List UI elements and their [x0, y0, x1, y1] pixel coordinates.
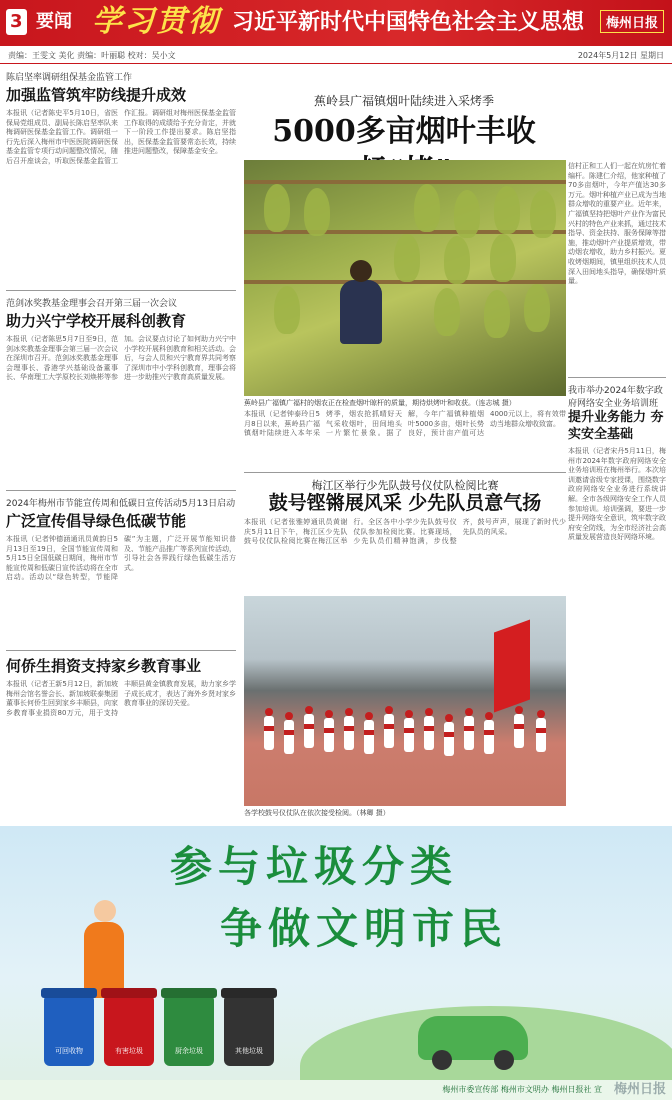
left-column	[6, 68, 236, 750]
ad-sponsors: 梅州市委宣传部 梅州市文明办 梅州日报社 宣	[0, 1080, 672, 1100]
article-kicker: 陈启坚率调研组保基金监管工作	[6, 73, 133, 83]
pioneer-figure	[324, 718, 334, 752]
pioneer-figure	[384, 714, 394, 748]
main-headline: 5000多亩烟叶丰收	[272, 114, 536, 149]
column-name: 学习贯彻	[92, 4, 220, 39]
pioneer-figure	[344, 716, 354, 750]
newspaper-logo: 梅州日报	[600, 10, 664, 33]
sub-headline: 鼓号铿锵展风采 少先队员意气扬	[268, 492, 542, 514]
tobacco-leaf	[484, 290, 510, 338]
pioneer-figure	[536, 718, 546, 752]
tobacco-leaf	[494, 186, 520, 234]
section-name: 要闻	[36, 11, 72, 32]
article-body: 本报讯（记者张雅婷通讯员黄谢庆5月11日下午，梅江区少先队鼓号仪仗队检阅比赛在梅江区举行。全区各中小学少先队鼓号仪仗队参加检阅比赛。比赛现场，少先队员们精神饱满，步伐整齐，鼓号声声，展现了新时代少先队员的风采。	[244, 518, 566, 546]
green-car	[418, 1016, 528, 1060]
main-kicker: 蕉岭县广福镇烟叶陆续进入采烤季	[313, 94, 494, 108]
pioneer-figure	[364, 720, 374, 754]
article-title: 提升业务能力 夯实安全基础	[568, 410, 664, 442]
article-title: 何侨生捐资支持家乡教育事业	[6, 657, 202, 675]
hazardous-bin: 有害垃圾	[104, 996, 154, 1066]
article-body: 本报讯（记者钟泰玲日5月8日以来，蕉岭县广福镇烟叶陆续进入本年采烤季，烟农抢抓晴好天气采收烟叶，田间地头一片繁忙景象。据了解，今年广福镇种植烟叶5000多亩，烟叶长势良好，预计亩产值可达4000元以上，将有效带动当地群众增收致富。	[244, 410, 566, 438]
sanitation-worker	[84, 922, 124, 998]
drying-rack	[244, 180, 566, 184]
pioneer-figure	[284, 720, 294, 754]
tobacco-leaf	[444, 236, 470, 284]
article-title: 广泛宣传倡导绿色低碳节能	[6, 512, 187, 530]
issue-date: 2024年5月12日 星期日	[577, 51, 664, 60]
right-column	[568, 162, 666, 837]
tobacco-leaf	[304, 188, 330, 236]
article-kicker: 我市举办2024年数字政府网络安全业务培训班	[568, 386, 663, 409]
kitchen-waste-bin: 厨余垃圾	[164, 996, 214, 1066]
article-body: 本报讯（记者王新5月12日，新加坡梅州会馆名誉会长、新加坡联泰集团董事长何侨生回到家乡丰顺县，向家乡教育事业捐资80万元，用于支持丰顺县黄金镇教育发展，助力家乡学子成长成才，表达了海外乡贤对家乡教育事业的深切关爱。	[6, 680, 236, 717]
sub-body	[244, 518, 566, 592]
editors-line: 责编：王雯文 美化 责编：叶丽聪 校对：吴小文	[8, 51, 176, 60]
article-kicker: 2024年梅州市节能宣传周和低碳日宣传活动5月13日启动	[6, 499, 236, 509]
drum-band-photo	[244, 596, 566, 806]
ad-slogan-line1: 参与垃圾分类	[170, 842, 459, 891]
pioneer-figure	[464, 716, 474, 750]
page-number: 3	[6, 9, 27, 35]
pioneer-figure	[404, 718, 414, 752]
tobacco-leaf	[490, 234, 516, 282]
main-body	[244, 410, 566, 468]
farmer-figure	[340, 280, 382, 344]
edition-info	[0, 48, 672, 64]
ad-slogan-line2: 争做文明市民	[220, 904, 509, 953]
tobacco-leaf	[454, 190, 480, 238]
sub-kicker: 梅江区举行少先队鼓号仪仗队检阅比赛	[244, 472, 566, 493]
tobacco-photo	[244, 160, 566, 396]
watermark-logo: 梅州日报	[613, 1082, 666, 1097]
pioneer-figure	[514, 714, 524, 748]
pioneer-figure	[444, 722, 454, 756]
column-title: 习近平新时代中国特色社会主义思想	[232, 10, 585, 35]
photo-caption: 蕉岭县广福镇广福村的烟农正在检查烟叶晾杆的质量，期待烘烤叶和收获。（连志城 摄）	[244, 399, 516, 407]
red-flag	[494, 619, 530, 712]
masthead	[0, 0, 672, 46]
article-body: 本报讯（记者宋丹5月11日，梅州市2024年数字政府网络安全业务培训班在梅州举行。本次培训邀请省级专家授课，围绕数字政府网络安全业务进行系统讲解。全市各级网络安全工作人员参加培训。培训强调，要进一步提升网络安全意识，筑牢数字政府安全防线，为全市经济社会高质量发展营造良好网络环境。	[568, 447, 666, 542]
article-body: 本报讯（记者陈思5月7日至9日，范剑冰奖教基金理事会第三届一次会议在深圳市召开。范剑冰奖教基金理事会理事长、香港学兴基础设备董事长、华南理工大学原校长刘焕彬等参加。会议要点讨论了如何助力兴宁中小学校开展科创教育和相关活动。会后，与会人员和兴宁教育界共同考察了深圳市中小学科创教育，理事会将进一步助推兴宁教育高质量发展。	[6, 335, 236, 382]
tobacco-leaf	[394, 234, 420, 282]
tobacco-leaf	[524, 284, 550, 332]
pioneer-figure	[264, 716, 274, 750]
article-body: 本报讯（记者陈史平5月10日，省医保局党组成员、副局长陈启坚率队来梅调研医保基金监管工作。调研组一行先后深入梅州市中医医院调研医保基金监管专项行动问题整改情况，随后召开座谈会，听取医保基金监管工作汇报。调研组对梅州医保基金监管工作取得的成绩给予充分肯定，并就下一阶段工作提出要求。陈启坚指出，医保基金监管要常态长效，持续推进问题整改，保障基金安全。	[6, 109, 236, 165]
garbage-sorting-ad	[0, 826, 672, 1100]
tobacco-leaf	[530, 190, 556, 238]
tobacco-leaf	[414, 184, 440, 232]
other-waste-bin: 其他垃圾	[224, 996, 274, 1066]
tobacco-leaf	[264, 184, 290, 232]
tobacco-leaf	[434, 288, 460, 336]
divider	[6, 490, 236, 491]
article-title: 加强监管筑牢防线提升成效	[6, 86, 187, 104]
divider	[568, 377, 666, 378]
pioneer-figure	[304, 714, 314, 748]
article-body: 信村正和工人们一起在炕房忙着编杆。陈建仁介绍，他家种植了70多亩烟叶，今年产值达30多万元。烟叶种植产业已成为当地群众增收的重要产业。近年来，广福镇坚持把烟叶产业作为富民兴村的特色产业来抓，通过技术指导、资金扶持、服务保障等措施，推动烟叶产业提质增效，带动烟农增收，助力乡村振兴。夏收烤烟期间，镇里组织技术人员深入田间地头指导，确保烟叶质量。	[568, 162, 666, 286]
article-kicker: 范剑冰奖教基金理事会召开第三届一次会议	[6, 299, 178, 309]
divider	[6, 650, 236, 651]
recyclable-bin: 可回收物	[44, 996, 94, 1066]
article-title: 助力兴宁学校开展科创教育	[6, 312, 187, 330]
photo-caption: 各学校鼓号仪仗队在依次接受检阅。（林卿 摄）	[244, 809, 390, 817]
pioneer-figure	[484, 720, 494, 754]
pioneer-figure	[424, 716, 434, 750]
divider	[6, 290, 236, 291]
article-body: 本报讯（记者钟德涵通讯员黄韵日5月13日至19日，全国节能宣传周和5月15日全国低碳日期间，梅州市节能宣传周和低碳日宣传活动将在全市启动。活动以“绿色转型，节能降碳”为主题，广泛开展节能知识普及、节能产品推广等系列宣传活动，引导社会各界践行绿色低碳生活方式。	[6, 535, 236, 582]
tobacco-leaf	[274, 286, 300, 334]
